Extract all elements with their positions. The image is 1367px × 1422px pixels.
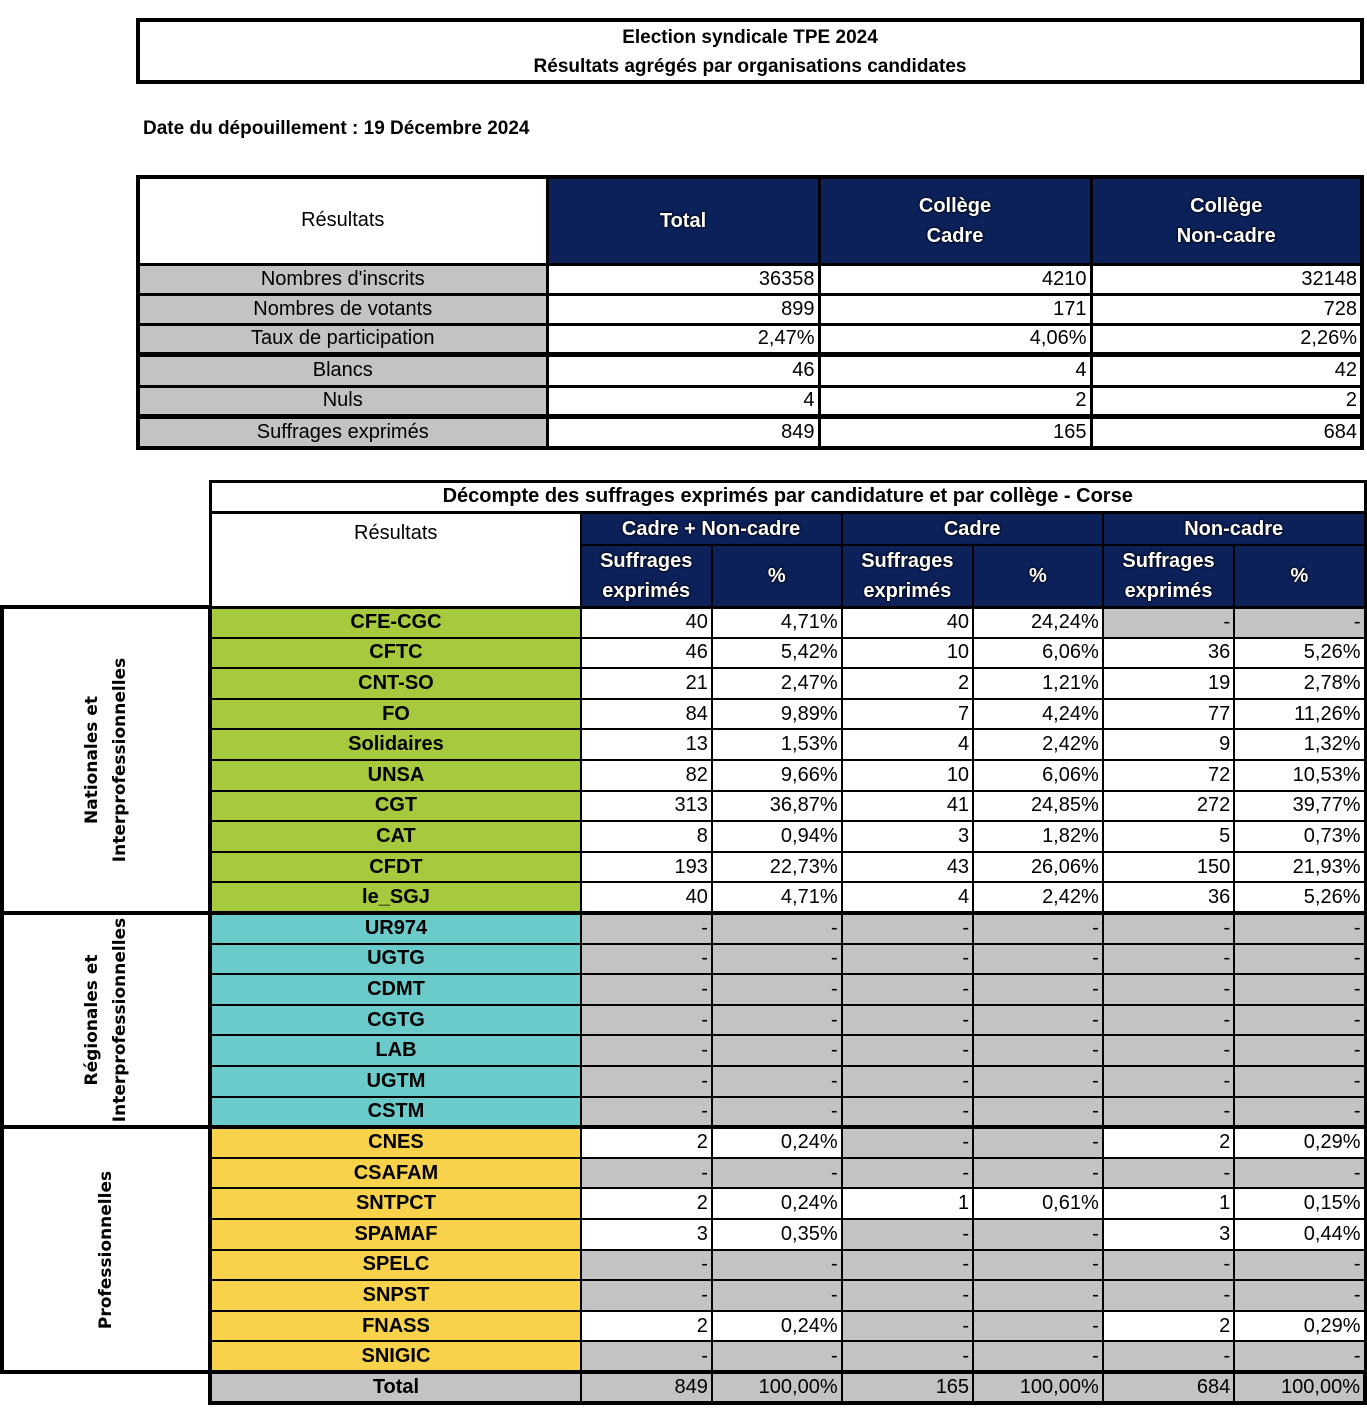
- org-name: UNSA: [210, 760, 580, 791]
- cadre-pct: -: [973, 1280, 1103, 1311]
- total-cadre-pct: 100,00%: [973, 1372, 1103, 1403]
- org-name: UGTG: [210, 944, 580, 975]
- cadre-pct: -: [973, 944, 1103, 975]
- total-label: Total: [210, 1372, 580, 1403]
- summary-cadre-value: 2: [819, 386, 1091, 416]
- non-cadre-votes: 9: [1103, 729, 1234, 760]
- non-cadre-pct: 5,26%: [1234, 882, 1365, 913]
- cadre-pct: -: [973, 1341, 1103, 1372]
- non-cadre-pct: -: [1234, 607, 1365, 638]
- org-name: CGT: [210, 791, 580, 822]
- org-name: FO: [210, 699, 580, 730]
- all-votes: -: [581, 1035, 712, 1066]
- org-name: SNIGIC: [210, 1341, 580, 1372]
- subheader-votes: Suffrages exprimés: [1103, 545, 1234, 608]
- non-cadre-pct: 0,73%: [1234, 821, 1365, 852]
- total-non-cadre-votes: 684: [1103, 1372, 1234, 1403]
- non-cadre-pct: 0,15%: [1234, 1188, 1365, 1219]
- non-cadre-pct: -: [1234, 1158, 1365, 1189]
- non-cadre-pct: -: [1234, 974, 1365, 1005]
- cadre-pct: 6,06%: [973, 760, 1103, 791]
- all-votes: -: [581, 1066, 712, 1097]
- cadre-pct: -: [973, 1035, 1103, 1066]
- summary-non-cadre-value: 2: [1091, 386, 1362, 416]
- org-name: SNTPCT: [210, 1188, 580, 1219]
- org-name: le_SGJ: [210, 882, 580, 913]
- detail-table: [0, 480, 1367, 1405]
- summary-row-label: Taux de participation: [138, 324, 547, 354]
- summary-non-cadre-value: 42: [1091, 354, 1362, 386]
- cadre-votes: 7: [842, 699, 973, 730]
- non-cadre-pct: -: [1234, 1250, 1365, 1281]
- total-all-pct: 100,00%: [712, 1372, 842, 1403]
- all-pct: -: [712, 1280, 842, 1311]
- org-name: UR974: [210, 913, 580, 944]
- non-cadre-votes: 5: [1103, 821, 1234, 852]
- org-name: UGTM: [210, 1066, 580, 1097]
- all-votes: 3: [581, 1219, 712, 1250]
- summary-non-cadre-value: 32148: [1091, 264, 1362, 294]
- cadre-votes: 3: [842, 821, 973, 852]
- report-title-box: [136, 18, 1364, 84]
- cadre-pct: 26,06%: [973, 852, 1103, 883]
- summary-row-label: Suffrages exprimés: [138, 416, 547, 448]
- all-pct: -: [712, 1035, 842, 1066]
- non-cadre-pct: 11,26%: [1234, 699, 1365, 730]
- non-cadre-pct: 0,29%: [1234, 1311, 1365, 1342]
- cadre-pct: -: [973, 913, 1103, 944]
- non-cadre-pct: -: [1234, 913, 1365, 944]
- cadre-pct: -: [973, 1127, 1103, 1158]
- non-cadre-votes: 2: [1103, 1127, 1234, 1158]
- total-all-votes: 849: [581, 1372, 712, 1403]
- detail-corner-label: Résultats: [210, 512, 580, 607]
- category-label: Professionnelles: [96, 1170, 117, 1329]
- summary-row: [138, 264, 1362, 294]
- non-cadre-pct: -: [1234, 1341, 1365, 1372]
- summary-cadre-value: 4210: [819, 264, 1091, 294]
- org-name: FNASS: [210, 1311, 580, 1342]
- summary-total-value: 899: [547, 294, 819, 324]
- cadre-pct: 1,82%: [973, 821, 1103, 852]
- all-pct: -: [712, 1341, 842, 1372]
- non-cadre-votes: -: [1103, 974, 1234, 1005]
- cadre-pct: 24,24%: [973, 607, 1103, 638]
- non-cadre-votes: 72: [1103, 760, 1234, 791]
- subheader-votes: Suffrages exprimés: [581, 545, 712, 608]
- org-name: CFTC: [210, 638, 580, 669]
- summary-corner-label: Résultats: [138, 177, 547, 264]
- non-cadre-votes: 19: [1103, 668, 1234, 699]
- all-votes: -: [581, 1005, 712, 1036]
- cadre-votes: 1: [842, 1188, 973, 1219]
- summary-row-label: Nombres de votants: [138, 294, 547, 324]
- summary-total-value: 4: [547, 386, 819, 416]
- cadre-votes: -: [842, 1311, 973, 1342]
- all-pct: 0,24%: [712, 1311, 842, 1342]
- category-label: Interprofessionnelles: [110, 917, 131, 1123]
- cadre-votes: -: [842, 1035, 973, 1066]
- summary-cadre-value: 171: [819, 294, 1091, 324]
- all-votes: 46: [581, 638, 712, 669]
- non-cadre-pct: -: [1234, 1097, 1365, 1128]
- org-name: CNT-SO: [210, 668, 580, 699]
- non-cadre-votes: -: [1103, 913, 1234, 944]
- cadre-votes: 4: [842, 729, 973, 760]
- cadre-votes: -: [842, 913, 973, 944]
- summary-total-value: 36358: [547, 264, 819, 294]
- cadre-pct: 0,61%: [973, 1188, 1103, 1219]
- non-cadre-votes: -: [1103, 1005, 1234, 1036]
- all-votes: 313: [581, 791, 712, 822]
- cadre-pct: 4,24%: [973, 699, 1103, 730]
- cadre-votes: -: [842, 1158, 973, 1189]
- cadre-pct: -: [973, 1158, 1103, 1189]
- subheader-pct: %: [712, 545, 842, 608]
- all-votes: 193: [581, 852, 712, 883]
- summary-total-value: 849: [547, 416, 819, 448]
- non-cadre-pct: -: [1234, 1035, 1365, 1066]
- all-pct: 4,71%: [712, 607, 842, 638]
- detail-body: [2, 607, 1365, 1402]
- org-name: CAT: [210, 821, 580, 852]
- subheader-pct: %: [1234, 545, 1365, 608]
- detail-caption: Décompte des suffrages exprimés par candidature et par collège - Corse: [210, 482, 1365, 513]
- org-row: [2, 607, 1365, 638]
- detail-caption-row: [2, 482, 1365, 513]
- total-row: [2, 1372, 1365, 1403]
- org-name: LAB: [210, 1035, 580, 1066]
- summary-col-total: Total: [547, 177, 819, 264]
- cadre-votes: 10: [842, 760, 973, 791]
- all-votes: -: [581, 1341, 712, 1372]
- all-pct: -: [712, 913, 842, 944]
- cadre-votes: 41: [842, 791, 973, 822]
- summary-row-label: Blancs: [138, 354, 547, 386]
- org-name: CNES: [210, 1127, 580, 1158]
- summary-header-row: [138, 177, 1362, 264]
- cadre-votes: 43: [842, 852, 973, 883]
- category-regional-interprofessional: [2, 913, 210, 1127]
- all-votes: 82: [581, 760, 712, 791]
- cadre-pct: 24,85%: [973, 791, 1103, 822]
- all-pct: -: [712, 1066, 842, 1097]
- summary-table: [136, 175, 1364, 450]
- all-votes: 40: [581, 607, 712, 638]
- detail-subheader-row: [2, 545, 1365, 608]
- org-name: CFE-CGC: [210, 607, 580, 638]
- group-header-all: Cadre + Non-cadre: [581, 512, 842, 545]
- cadre-votes: -: [842, 1066, 973, 1097]
- cadre-pct: -: [973, 1066, 1103, 1097]
- all-pct: 9,66%: [712, 760, 842, 791]
- all-pct: -: [712, 1097, 842, 1128]
- summary-row: [138, 416, 1362, 448]
- org-name: CSAFAM: [210, 1158, 580, 1189]
- org-name: CGTG: [210, 1005, 580, 1036]
- summary-non-cadre-value: 728: [1091, 294, 1362, 324]
- non-cadre-votes: 272: [1103, 791, 1234, 822]
- cadre-pct: 2,42%: [973, 729, 1103, 760]
- all-votes: -: [581, 1280, 712, 1311]
- cadre-votes: 40: [842, 607, 973, 638]
- org-name: CSTM: [210, 1097, 580, 1128]
- summary-cadre-value: 4,06%: [819, 324, 1091, 354]
- summary-non-cadre-value: 684: [1091, 416, 1362, 448]
- all-pct: -: [712, 1250, 842, 1281]
- non-cadre-pct: 10,53%: [1234, 760, 1365, 791]
- summary-cadre-value: 165: [819, 416, 1091, 448]
- cadre-votes: -: [842, 974, 973, 1005]
- non-cadre-votes: -: [1103, 1097, 1234, 1128]
- report-title: Election syndicale TPE 2024: [622, 27, 878, 48]
- all-votes: 84: [581, 699, 712, 730]
- cadre-pct: -: [973, 1005, 1103, 1036]
- all-pct: -: [712, 1158, 842, 1189]
- all-pct: 22,73%: [712, 852, 842, 883]
- all-votes: -: [581, 913, 712, 944]
- all-votes: 21: [581, 668, 712, 699]
- cadre-pct: 1,21%: [973, 668, 1103, 699]
- category-label: Nationales et: [82, 696, 103, 825]
- non-cadre-votes: -: [1103, 1280, 1234, 1311]
- non-cadre-pct: -: [1234, 1005, 1365, 1036]
- group-header-cadre: Cadre: [842, 512, 1103, 545]
- all-votes: -: [581, 974, 712, 1005]
- all-pct: 1,53%: [712, 729, 842, 760]
- non-cadre-pct: 39,77%: [1234, 791, 1365, 822]
- summary-row: [138, 324, 1362, 354]
- non-cadre-pct: 2,78%: [1234, 668, 1365, 699]
- total-cadre-votes: 165: [842, 1372, 973, 1403]
- cadre-pct: -: [973, 1097, 1103, 1128]
- cadre-votes: -: [842, 944, 973, 975]
- all-pct: -: [712, 1005, 842, 1036]
- summary-non-cadre-value: 2,26%: [1091, 324, 1362, 354]
- cadre-votes: -: [842, 1097, 973, 1128]
- subheader-votes: Suffrages exprimés: [842, 545, 973, 608]
- all-votes: 2: [581, 1188, 712, 1219]
- non-cadre-votes: -: [1103, 1341, 1234, 1372]
- non-cadre-votes: 3: [1103, 1219, 1234, 1250]
- org-row: [2, 1127, 1365, 1158]
- cadre-votes: 2: [842, 668, 973, 699]
- group-header-non-cadre: Non-cadre: [1103, 512, 1365, 545]
- org-name: SNPST: [210, 1280, 580, 1311]
- cadre-votes: -: [842, 1219, 973, 1250]
- cadre-pct: -: [973, 974, 1103, 1005]
- cadre-pct: -: [973, 1219, 1103, 1250]
- cadre-votes: -: [842, 1341, 973, 1372]
- non-cadre-pct: -: [1234, 944, 1365, 975]
- summary-row: [138, 386, 1362, 416]
- category-national-interprofessional: [2, 607, 210, 913]
- cadre-votes: 4: [842, 882, 973, 913]
- non-cadre-pct: 0,29%: [1234, 1127, 1365, 1158]
- org-name: SPELC: [210, 1250, 580, 1281]
- summary-col-cadre: Collège Cadre: [819, 177, 1091, 264]
- cadre-votes: -: [842, 1280, 973, 1311]
- org-name: CDMT: [210, 974, 580, 1005]
- subheader-pct: %: [973, 545, 1103, 608]
- non-cadre-votes: -: [1103, 1035, 1234, 1066]
- summary-total-value: 2,47%: [547, 324, 819, 354]
- cadre-pct: 6,06%: [973, 638, 1103, 669]
- non-cadre-pct: 1,32%: [1234, 729, 1365, 760]
- non-cadre-votes: -: [1103, 1158, 1234, 1189]
- total-non-cadre-pct: 100,00%: [1234, 1372, 1365, 1403]
- cadre-votes: 10: [842, 638, 973, 669]
- all-votes: -: [581, 1158, 712, 1189]
- non-cadre-votes: 150: [1103, 852, 1234, 883]
- all-votes: -: [581, 1250, 712, 1281]
- non-cadre-votes: 2: [1103, 1311, 1234, 1342]
- all-votes: 8: [581, 821, 712, 852]
- category-label: Régionales et: [82, 954, 103, 1086]
- all-votes: -: [581, 1097, 712, 1128]
- all-pct: 2,47%: [712, 668, 842, 699]
- summary-row: [138, 294, 1362, 324]
- non-cadre-votes: 36: [1103, 638, 1234, 669]
- cadre-votes: -: [842, 1005, 973, 1036]
- count-date: Date du dépouillement : 19 Décembre 2024: [143, 118, 530, 139]
- category-professional: [2, 1127, 210, 1372]
- non-cadre-pct: -: [1234, 1280, 1365, 1311]
- summary-cadre-value: 4: [819, 354, 1091, 386]
- all-votes: 2: [581, 1127, 712, 1158]
- cadre-votes: -: [842, 1127, 973, 1158]
- all-votes: -: [581, 944, 712, 975]
- summary-row: [138, 354, 1362, 386]
- non-cadre-votes: 77: [1103, 699, 1234, 730]
- org-row: [2, 913, 1365, 944]
- all-pct: -: [712, 974, 842, 1005]
- summary-col-non-cadre: Collège Non-cadre: [1091, 177, 1362, 264]
- non-cadre-votes: -: [1103, 1066, 1234, 1097]
- all-pct: 9,89%: [712, 699, 842, 730]
- cadre-pct: -: [973, 1250, 1103, 1281]
- all-votes: 2: [581, 1311, 712, 1342]
- non-cadre-votes: -: [1103, 1250, 1234, 1281]
- all-pct: 0,35%: [712, 1219, 842, 1250]
- cadre-votes: -: [842, 1250, 973, 1281]
- cadre-pct: -: [973, 1311, 1103, 1342]
- org-name: CFDT: [210, 852, 580, 883]
- all-pct: 36,87%: [712, 791, 842, 822]
- org-name: Solidaires: [210, 729, 580, 760]
- non-cadre-pct: 21,93%: [1234, 852, 1365, 883]
- all-pct: 0,24%: [712, 1188, 842, 1219]
- all-pct: 5,42%: [712, 638, 842, 669]
- non-cadre-pct: -: [1234, 1066, 1365, 1097]
- all-pct: 0,24%: [712, 1127, 842, 1158]
- all-votes: 13: [581, 729, 712, 760]
- all-votes: 40: [581, 882, 712, 913]
- report-subtitle: Résultats agrégés par organisations candidates: [533, 56, 967, 77]
- non-cadre-votes: -: [1103, 607, 1234, 638]
- all-pct: 0,94%: [712, 821, 842, 852]
- non-cadre-votes: 1: [1103, 1188, 1234, 1219]
- all-pct: -: [712, 944, 842, 975]
- summary-row-label: Nombres d'inscrits: [138, 264, 547, 294]
- category-label: Interprofessionnelles: [110, 657, 131, 863]
- non-cadre-votes: 36: [1103, 882, 1234, 913]
- non-cadre-pct: 0,44%: [1234, 1219, 1365, 1250]
- summary-row-label: Nuls: [138, 386, 547, 416]
- detail-group-header-row: [2, 512, 1365, 545]
- cadre-pct: 2,42%: [973, 882, 1103, 913]
- non-cadre-votes: -: [1103, 944, 1234, 975]
- all-pct: 4,71%: [712, 882, 842, 913]
- org-name: SPAMAF: [210, 1219, 580, 1250]
- non-cadre-pct: 5,26%: [1234, 638, 1365, 669]
- summary-total-value: 46: [547, 354, 819, 386]
